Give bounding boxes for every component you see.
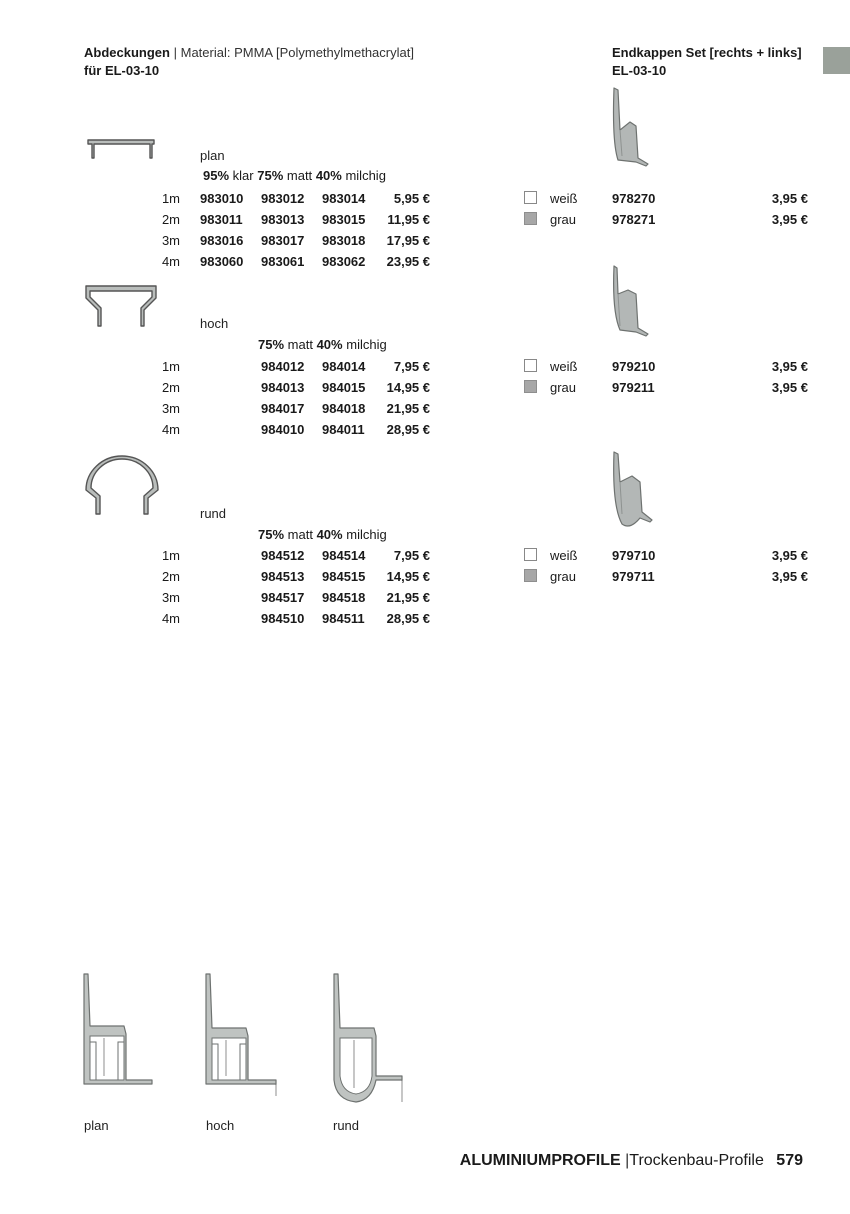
price-cell: 5,95 € — [393, 191, 430, 206]
article-cell: 983014 — [322, 191, 366, 206]
footer-separator: | — [625, 1152, 630, 1169]
article-cell: 984014 — [322, 359, 366, 374]
length-cell: 1m — [161, 548, 180, 563]
header-right — [612, 44, 802, 80]
color-swatch-white — [524, 548, 537, 561]
price-cell: 28,95 € — [386, 611, 430, 626]
color-swatch-white — [524, 359, 537, 372]
price-cell: 14,95 € — [386, 569, 430, 584]
article-cell: 984513 — [261, 569, 305, 584]
article-cell: 983010 — [200, 191, 244, 206]
endcap-rund-icon — [604, 450, 660, 530]
endcap-subtitle: EL-03-10 — [612, 63, 667, 78]
col-head-label: milchig — [346, 337, 387, 352]
article-cell: 984514 — [322, 548, 366, 563]
length-cell: 3m — [161, 233, 180, 248]
article-cell: 984011 — [322, 422, 365, 437]
length-cell: 1m — [161, 191, 180, 206]
length-cell: 4m — [161, 254, 180, 269]
col-head-label: matt — [287, 337, 313, 352]
article-cell: 984511 — [322, 611, 365, 626]
variant-label-plan: plan — [200, 148, 225, 163]
length-cell: 4m — [161, 611, 180, 626]
page-footer — [460, 1152, 803, 1170]
endcap-row — [523, 545, 808, 566]
cover-plan-icon — [86, 138, 158, 162]
article-number: 979210 — [612, 359, 656, 374]
color-name: grau — [550, 380, 577, 395]
table-row — [80, 419, 440, 440]
table-row — [80, 587, 440, 608]
article-cell: 983011 — [200, 212, 243, 227]
material-label: Material: PMMA [Polymethylmethacrylat] — [180, 45, 414, 60]
article-cell: 984013 — [261, 380, 305, 395]
article-cell: 984010 — [261, 422, 305, 437]
col-head-label: milchig — [345, 168, 386, 183]
article-number: 979710 — [612, 548, 656, 563]
col-heads-rund — [258, 527, 387, 542]
length-cell: 1m — [161, 359, 180, 374]
article-cell: 983062 — [322, 254, 366, 269]
article-cell: 984517 — [261, 590, 305, 605]
article-cell: 983015 — [322, 212, 366, 227]
article-number: 978270 — [612, 191, 656, 206]
profile-rund-drawing — [330, 972, 410, 1108]
table-row — [80, 188, 440, 209]
article-cell: 984515 — [322, 569, 366, 584]
length-cell: 2m — [161, 380, 180, 395]
article-cell: 983060 — [200, 254, 244, 269]
col-head-pct: 40% — [316, 337, 343, 352]
price: 3,95 € — [771, 212, 808, 227]
col-head-pct: 40% — [316, 527, 343, 542]
table-row — [80, 251, 440, 272]
article-cell: 984510 — [261, 611, 305, 626]
article-cell: 984012 — [261, 359, 305, 374]
col-head-pct: 95% — [203, 168, 230, 183]
article-cell: 983018 — [322, 233, 366, 248]
endcap-hoch-icon — [604, 264, 656, 340]
variant-label-rund: rund — [200, 506, 227, 521]
color-swatch-grey — [524, 212, 537, 225]
color-name: grau — [550, 212, 577, 227]
col-head-pct: 40% — [315, 168, 342, 183]
price-cell: 21,95 € — [386, 401, 430, 416]
article-cell: 983017 — [261, 233, 305, 248]
article-cell: 984512 — [261, 548, 305, 563]
col-head-label: matt — [286, 168, 313, 183]
article-cell: 983013 — [261, 212, 305, 227]
color-swatch-grey — [524, 569, 537, 582]
table-row — [80, 209, 440, 230]
table-row — [80, 377, 440, 398]
profile-caption-plan: plan — [84, 1118, 109, 1133]
color-name: grau — [550, 569, 577, 584]
table-row — [80, 608, 440, 629]
section-title: Abdeckungen — [84, 45, 170, 60]
price: 3,95 € — [771, 569, 808, 584]
price-cell: 11,95 € — [387, 212, 430, 227]
article-cell: 983012 — [261, 191, 305, 206]
color-name: weiß — [550, 359, 578, 374]
endcap-title: Endkappen Set [rechts + links] — [612, 45, 802, 60]
price-cell: 28,95 € — [386, 422, 430, 437]
profile-hoch-drawing — [202, 972, 282, 1098]
footer-subsection: Trockenbau-Profile — [629, 1152, 764, 1169]
length-cell: 3m — [161, 401, 180, 416]
color-name: weiß — [550, 548, 578, 563]
price-cell: 23,95 € — [386, 254, 430, 269]
col-head-pct: 75% — [257, 168, 284, 183]
length-cell: 2m — [161, 212, 180, 227]
price: 3,95 € — [771, 191, 808, 206]
header-title-line — [84, 44, 414, 62]
endcap-row — [523, 566, 808, 587]
table-row — [80, 545, 440, 566]
price-cell: 17,95 € — [386, 233, 430, 248]
endcap-row — [523, 209, 808, 230]
col-head-label: milchig — [346, 527, 387, 542]
table-row — [80, 398, 440, 419]
page-number: 579 — [776, 1152, 803, 1169]
footer-section: ALUMINIUMPROFILE — [459, 1152, 621, 1169]
endcap-plan-icon — [604, 86, 656, 170]
endcap-row — [523, 356, 808, 377]
price: 3,95 € — [771, 359, 808, 374]
article-cell: 983016 — [200, 233, 244, 248]
col-heads-plan — [203, 168, 386, 183]
title-separator: | — [173, 45, 177, 60]
article-number: 979711 — [612, 569, 655, 584]
profile-plan-drawing — [80, 972, 156, 1090]
profile-caption-rund: rund — [333, 1118, 360, 1133]
article-cell: 984017 — [261, 401, 305, 416]
chapter-tab-marker — [823, 47, 850, 74]
col-head-pct: 75% — [258, 337, 285, 352]
price: 3,95 € — [771, 548, 808, 563]
cover-rund-icon — [82, 454, 162, 520]
endcap-row — [523, 377, 808, 398]
color-swatch-white — [524, 191, 537, 204]
color-name: weiß — [550, 191, 578, 206]
price-cell: 21,95 € — [386, 590, 430, 605]
article-cell: 984518 — [322, 590, 366, 605]
color-swatch-grey — [524, 380, 537, 393]
article-cell: 984018 — [322, 401, 366, 416]
col-head-label: klar — [232, 168, 254, 183]
table-row — [80, 230, 440, 251]
article-number: 978271 — [612, 212, 656, 227]
col-head-label: matt — [287, 527, 313, 542]
price-cell: 7,95 € — [393, 359, 430, 374]
variant-label-hoch: hoch — [200, 316, 229, 331]
length-cell: 2m — [161, 569, 180, 584]
table-row — [80, 566, 440, 587]
length-cell: 3m — [161, 590, 180, 605]
length-cell: 4m — [161, 422, 180, 437]
profile-caption-hoch: hoch — [206, 1118, 235, 1133]
endcap-row — [523, 188, 808, 209]
price: 3,95 € — [771, 380, 808, 395]
header-left — [84, 44, 414, 80]
table-row — [80, 356, 440, 377]
col-head-pct: 75% — [258, 527, 285, 542]
price-cell: 14,95 € — [386, 380, 430, 395]
article-number: 979211 — [612, 380, 655, 395]
article-cell: 984015 — [322, 380, 366, 395]
col-heads-hoch — [258, 337, 387, 352]
article-cell: 983061 — [261, 254, 305, 269]
for-product-line: für EL-03-10 — [84, 63, 160, 78]
price-cell: 7,95 € — [393, 548, 430, 563]
cover-hoch-icon — [82, 284, 160, 330]
